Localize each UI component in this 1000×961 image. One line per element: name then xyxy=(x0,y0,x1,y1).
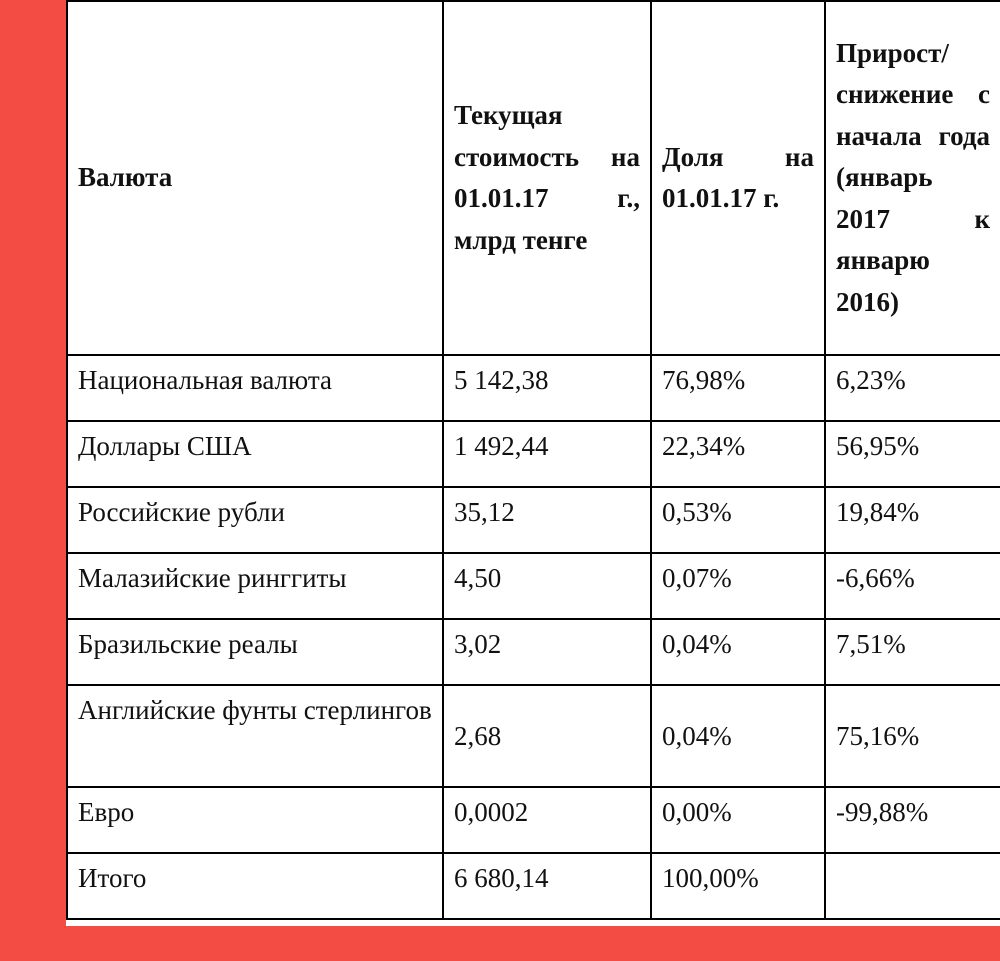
currency-structure-table xyxy=(66,0,1000,920)
cell-value: 0,0002 xyxy=(443,787,651,853)
cell-currency: Английские фунты стерлингов xyxy=(67,685,443,787)
cell-value: 5 142,38 xyxy=(443,355,651,421)
cell-currency: Российские рубли xyxy=(67,487,443,553)
cell-share: 100,00% xyxy=(651,853,825,919)
table-row xyxy=(67,619,1000,685)
table-row xyxy=(67,553,1000,619)
cell-currency: Бразильские реалы xyxy=(67,619,443,685)
cell-value: 6 680,14 xyxy=(443,853,651,919)
cell-value: 35,12 xyxy=(443,487,651,553)
cell-change: 75,16% xyxy=(825,685,1000,787)
cell-value: 2,68 xyxy=(443,685,651,787)
cell-share: 0,53% xyxy=(651,487,825,553)
cell-currency: Национальная валюта xyxy=(67,355,443,421)
cell-share: 0,04% xyxy=(651,619,825,685)
table-row xyxy=(67,487,1000,553)
cell-change: 19,84% xyxy=(825,487,1000,553)
table-row xyxy=(67,421,1000,487)
cell-share: 0,07% xyxy=(651,553,825,619)
cell-value: 4,50 xyxy=(443,553,651,619)
cell-change: -99,88% xyxy=(825,787,1000,853)
cell-change: -6,66% xyxy=(825,553,1000,619)
cell-share: 76,98% xyxy=(651,355,825,421)
cell-share: 0,00% xyxy=(651,787,825,853)
cell-currency: Малазийские ринггиты xyxy=(67,553,443,619)
table-row xyxy=(67,787,1000,853)
header-share: Доля на 01.01.17 г. xyxy=(651,1,825,355)
header-currency: Валюта xyxy=(67,1,443,355)
cell-value: 1 492,44 xyxy=(443,421,651,487)
cell-change xyxy=(825,853,1000,919)
cell-change: 7,51% xyxy=(825,619,1000,685)
cell-currency: Евро xyxy=(67,787,443,853)
header-current-value: Текущая стоимость на 01.01.17 г., млрд тенге xyxy=(443,1,651,355)
table-row-total xyxy=(67,853,1000,919)
cell-change: 56,95% xyxy=(825,421,1000,487)
table-header-row xyxy=(67,1,1000,355)
table-row xyxy=(67,685,1000,787)
header-change: Прирост/ снижение с начала года (январь 2017 к январю 2016) xyxy=(825,1,1000,355)
cell-change: 6,23% xyxy=(825,355,1000,421)
cell-value: 3,02 xyxy=(443,619,651,685)
cell-share: 22,34% xyxy=(651,421,825,487)
cell-currency: Доллары США xyxy=(67,421,443,487)
cell-currency: Итого xyxy=(67,853,443,919)
cell-share: 0,04% xyxy=(651,685,825,787)
table-row xyxy=(67,355,1000,421)
